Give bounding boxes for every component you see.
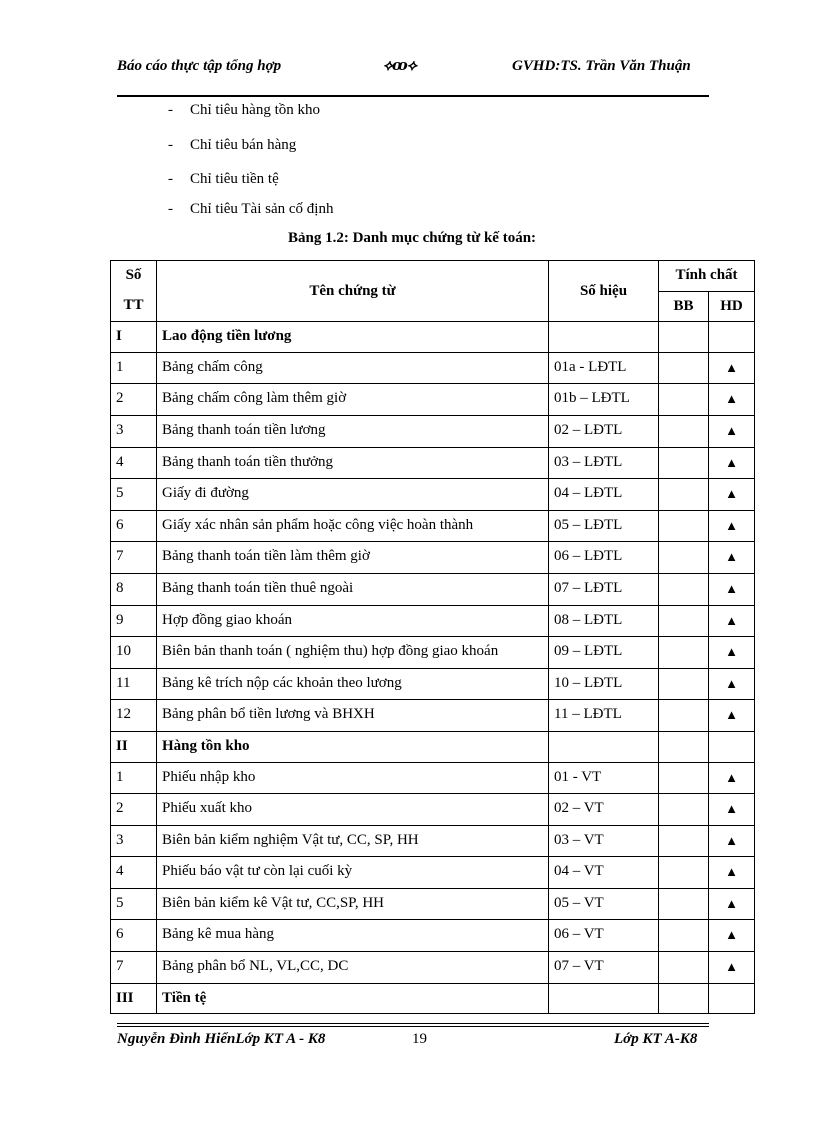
row-document-name: Biên bản kiểm nghiệm Vật tư, CC, SP, HH [157,825,549,857]
row-document-name: Bảng kê mua hàng [157,920,549,952]
header-name: Tên chứng từ [157,261,549,322]
row-number: 5 [111,479,157,511]
row-document-name: Phiếu nhập kho [157,762,549,794]
document-list-table [110,260,755,1014]
row-bb-mark [659,794,709,826]
row-document-code: 02 – LĐTL [549,415,659,447]
table-section-row [111,322,755,353]
row-document-name: Hợp đồng giao khoán [157,605,549,637]
row-document-name: Bảng phân bổ NL, VL,CC, DC [157,952,549,984]
table-section-row [111,983,755,1014]
row-document-code: 03 – VT [549,825,659,857]
row-document-code [549,731,659,762]
table-row [111,952,755,984]
row-document-code: 05 – LĐTL [549,510,659,542]
row-bb-mark [659,573,709,605]
header-supervisor: GVHD:TS. Trần Văn Thuận [512,58,691,74]
row-bb-mark [659,983,709,1014]
bullet-item: - Chỉ tiêu bán hàng [168,137,297,153]
row-number: 9 [111,605,157,637]
row-number: 3 [111,415,157,447]
row-number: 1 [111,352,157,384]
row-hd-mark: ▲ [709,447,755,479]
row-bb-mark [659,920,709,952]
row-bb-mark [659,542,709,574]
row-hd-mark [709,731,755,762]
row-document-code: 11 – LĐTL [549,700,659,732]
row-bb-mark [659,668,709,700]
row-number: 7 [111,952,157,984]
row-hd-mark: ▲ [709,857,755,889]
row-hd-mark: ▲ [709,352,755,384]
row-bb-mark [659,888,709,920]
row-document-name: Tiền tệ [157,983,549,1014]
row-bb-mark [659,322,709,353]
row-number: 5 [111,888,157,920]
row-document-code: 01 - VT [549,762,659,794]
row-document-code: 02 – VT [549,794,659,826]
row-number: 2 [111,384,157,416]
table-row [111,415,755,447]
row-document-name: Bảng thanh toán tiền thuê ngoài [157,573,549,605]
table-row [111,447,755,479]
row-bb-mark [659,510,709,542]
table-row [111,825,755,857]
row-bb-mark [659,352,709,384]
row-number: 6 [111,920,157,952]
table-row [111,384,755,416]
row-document-name: Hàng tồn kho [157,731,549,762]
row-number: III [111,983,157,1014]
row-document-code [549,983,659,1014]
row-document-code: 01b – LĐTL [549,384,659,416]
header-code: Số hiệu [549,261,659,322]
row-number: 6 [111,510,157,542]
row-document-name: Bảng thanh toán tiền lương [157,415,549,447]
row-hd-mark: ▲ [709,825,755,857]
row-hd-mark: ▲ [709,952,755,984]
table-row [111,542,755,574]
header-nature: Tính chất [659,261,755,292]
row-document-name: Lao động tiền lương [157,322,549,353]
row-document-code [549,322,659,353]
footer-rule [117,1026,709,1027]
row-document-name: Biên bản kiểm kê Vật tư, CC,SP, HH [157,888,549,920]
row-bb-mark [659,700,709,732]
row-hd-mark: ▲ [709,762,755,794]
row-document-code: 04 – LĐTL [549,479,659,511]
table-row [111,700,755,732]
table-row [111,605,755,637]
row-document-code: 01a - LĐTL [549,352,659,384]
row-document-name: Bảng thanh toán tiền thưởng [157,447,549,479]
row-document-code: 03 – LĐTL [549,447,659,479]
row-document-name: Bảng kê trích nộp các khoản theo lương [157,668,549,700]
row-document-code: 06 – VT [549,920,659,952]
header-hd: HD [709,291,755,322]
row-document-name: Bảng chấm công làm thêm giờ [157,384,549,416]
row-document-code: 07 – VT [549,952,659,984]
row-number: 12 [111,700,157,732]
row-number: 8 [111,573,157,605]
row-hd-mark: ▲ [709,888,755,920]
row-number: II [111,731,157,762]
row-number: 4 [111,857,157,889]
row-bb-mark [659,479,709,511]
bullet-item: - Chỉ tiêu Tài sản cố định [168,201,334,217]
table-caption: Bảng 1.2: Danh mục chứng từ kế toán: [288,230,537,246]
row-document-code: 04 – VT [549,857,659,889]
table-header-row [111,261,755,292]
row-number: 11 [111,668,157,700]
row-hd-mark: ▲ [709,384,755,416]
table-row [111,573,755,605]
row-hd-mark [709,983,755,1014]
row-hd-mark [709,322,755,353]
row-hd-mark: ▲ [709,605,755,637]
table-row [111,668,755,700]
row-hd-mark: ▲ [709,668,755,700]
row-bb-mark [659,447,709,479]
row-number: 1 [111,762,157,794]
row-document-name: Giấy đi đường [157,479,549,511]
table-row [111,762,755,794]
row-hd-mark: ▲ [709,920,755,952]
row-hd-mark: ▲ [709,794,755,826]
row-bb-mark [659,857,709,889]
row-number: 2 [111,794,157,826]
row-number: 7 [111,542,157,574]
row-document-code: 08 – LĐTL [549,605,659,637]
page-number: 19 [412,1031,427,1047]
row-document-name: Bảng phân bổ tiền lương và BHXH [157,700,549,732]
row-number: 10 [111,637,157,669]
row-document-code: 05 – VT [549,888,659,920]
table-section-row [111,731,755,762]
bullet-item: - Chỉ tiêu tiền tệ [168,171,279,187]
table-row [111,479,755,511]
row-bb-mark [659,952,709,984]
header-stt: Số TT [111,261,157,322]
row-bb-mark [659,825,709,857]
footer-class: Lớp KT A-K8 [614,1031,698,1047]
row-number: I [111,322,157,353]
table-row [111,857,755,889]
row-document-code: 07 – LĐTL [549,573,659,605]
row-document-name: Bảng chấm công [157,352,549,384]
row-document-name: Biên bản thanh toán ( nghiệm thu) hợp đồng giao khoán [157,637,549,669]
header-ornament: ⟡ꝏ⟡ [383,58,416,74]
row-hd-mark: ▲ [709,573,755,605]
row-hd-mark: ▲ [709,479,755,511]
table-row [111,510,755,542]
row-bb-mark [659,762,709,794]
row-number: 4 [111,447,157,479]
row-bb-mark [659,415,709,447]
row-hd-mark: ▲ [709,415,755,447]
header-bb: BB [659,291,709,322]
table-row [111,637,755,669]
row-hd-mark: ▲ [709,637,755,669]
row-hd-mark: ▲ [709,542,755,574]
row-document-name: Phiếu xuất kho [157,794,549,826]
row-bb-mark [659,384,709,416]
table-row [111,888,755,920]
table-row [111,352,755,384]
row-bb-mark [659,731,709,762]
row-bb-mark [659,605,709,637]
row-document-code: 09 – LĐTL [549,637,659,669]
header-title: Báo cáo thực tập tổng hợp [117,58,282,74]
header-rule [117,95,709,97]
row-bb-mark [659,637,709,669]
table-row [111,794,755,826]
footer-rule [117,1023,709,1024]
row-document-name: Bảng thanh toán tiền làm thêm giờ [157,542,549,574]
footer-author: Nguyễn Đình HiểnLớp KT A - K8 [117,1031,326,1047]
row-document-name: Giấy xác nhân sản phẩm hoặc công việc hoàn thành [157,510,549,542]
row-document-name: Phiếu báo vật tư còn lại cuối kỳ [157,857,549,889]
row-document-code: 10 – LĐTL [549,668,659,700]
row-number: 3 [111,825,157,857]
table-row [111,920,755,952]
bullet-item: - Chỉ tiêu hàng tồn kho [168,102,320,118]
row-document-code: 06 – LĐTL [549,542,659,574]
row-hd-mark: ▲ [709,510,755,542]
row-hd-mark: ▲ [709,700,755,732]
